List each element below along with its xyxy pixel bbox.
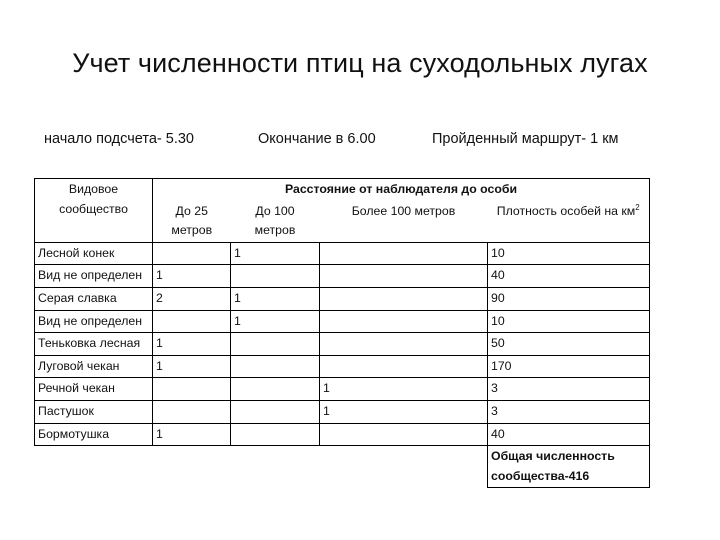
species-cell: Вид не определен [35,265,153,288]
density-cell: 10 [488,242,650,265]
up-to-100m-cell [231,265,320,288]
header-row-1 [35,179,650,201]
table-row [35,423,650,446]
species-header: Видовое сообщество [35,179,153,243]
table-row [35,400,650,423]
over-100m-cell [320,242,488,265]
density-cell: 50 [488,333,650,356]
over-100m-cell: 1 [320,400,488,423]
up-to-25m-cell: 2 [153,287,231,310]
col-over-100m-header: Более 100 метров [320,201,488,243]
density-cell: 10 [488,310,650,333]
up-to-25m-cell [153,242,231,265]
species-cell: Серая славка [35,287,153,310]
route-length: Пройденный маршрут- 1 км [432,131,619,147]
species-cell: Вид не определен [35,310,153,333]
table-row [35,378,650,401]
up-to-25m-cell [153,400,231,423]
up-to-25m-cell: 1 [153,355,231,378]
table-row [35,242,650,265]
up-to-100m-cell: 1 [231,287,320,310]
count-start-time: начало подсчета- 5.30 [44,131,194,147]
distance-group-header: Расстояние от наблюдателя до особи [153,179,650,201]
up-to-100m-cell [231,423,320,446]
over-100m-cell [320,423,488,446]
density-cell: 170 [488,355,650,378]
up-to-100m-cell: 1 [231,310,320,333]
species-cell: Лесной конек [35,242,153,265]
table-row [35,310,650,333]
total-row-spacer [35,446,488,488]
table-row [35,355,650,378]
over-100m-cell [320,355,488,378]
species-cell: Речной чекан [35,378,153,401]
bird-count-table [34,178,650,488]
density-cell: 3 [488,378,650,401]
species-cell: Пастушок [35,400,153,423]
density-header: Плотность особей на $км^2$ [488,201,650,243]
up-to-100m-cell [231,333,320,356]
species-cell: Теньковка лесная [35,333,153,356]
density-unit-superscript: 2 [635,202,640,212]
table-row [35,333,650,356]
density-cell: 40 [488,423,650,446]
table-row [35,265,650,288]
up-to-100m-cell [231,355,320,378]
col-up-to-100m-header: До 100 метров [231,201,320,243]
page-title: Учет численности птиц на суходольных лугах [72,48,648,78]
col-up-to-25m-header: До 25 метров [153,201,231,243]
table-row [35,287,650,310]
over-100m-cell: 1 [320,378,488,401]
over-100m-cell [320,333,488,356]
density-cell: 40 [488,265,650,288]
total-row [35,446,650,488]
up-to-25m-cell: 1 [153,423,231,446]
up-to-25m-cell [153,378,231,401]
density-cell: 90 [488,287,650,310]
community-total: Общая численность сообщества-416 [488,446,650,488]
over-100m-cell [320,310,488,333]
over-100m-cell [320,265,488,288]
count-end-time: Окончание в 6.00 [258,131,376,147]
up-to-100m-cell [231,378,320,401]
species-cell: Луговой чекан [35,355,153,378]
up-to-25m-cell [153,310,231,333]
up-to-25m-cell: 1 [153,265,231,288]
up-to-25m-cell: 1 [153,333,231,356]
species-cell: Бормотушка [35,423,153,446]
up-to-100m-cell: 1 [231,242,320,265]
up-to-100m-cell [231,400,320,423]
density-cell: 3 [488,400,650,423]
over-100m-cell [320,287,488,310]
